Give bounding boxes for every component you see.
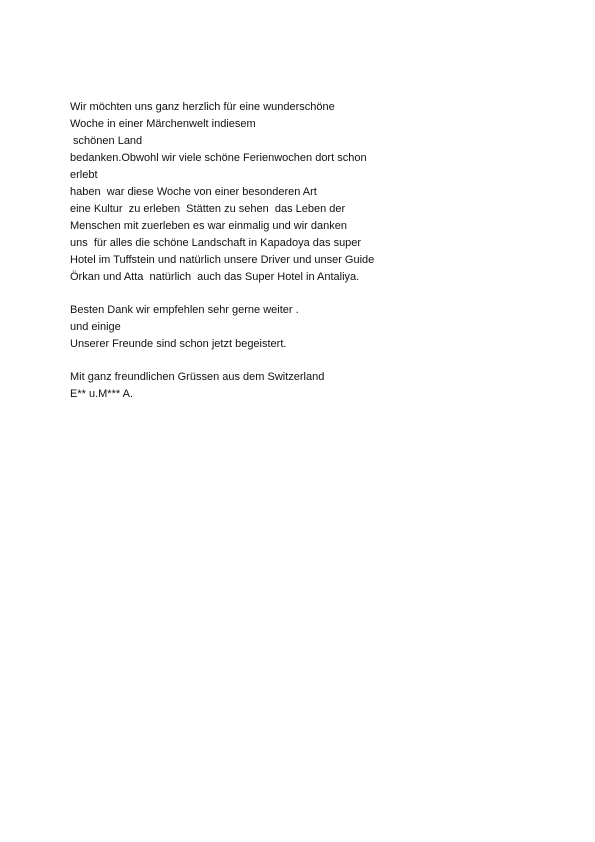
text-line: bedanken.Obwohl wir viele schöne Ferienwochen dort schon (70, 152, 367, 164)
text-line: Wir möchten uns ganz herzlich für eine wunderschöne (70, 101, 335, 113)
text-line: Örkan und Atta natürlich auch das Super Hotel in Antaliya. (70, 271, 360, 283)
letter-body (70, 99, 550, 403)
closing-signature (70, 369, 550, 403)
greeting-line: Mit ganz freundlichen Grüssen aus dem Switzerland (70, 371, 325, 383)
text-line: und einige (70, 321, 121, 333)
text-line: erlebt (70, 169, 98, 181)
paragraph-thanks (70, 99, 550, 286)
text-line: haben war diese Woche von einer besonderen Art (70, 186, 317, 198)
paragraph-gap (70, 353, 550, 369)
text-line: Hotel im Tuffstein und natürlich unsere Driver und unser Guide (70, 254, 375, 266)
text-line: Menschen mit zuerleben es war einmalig und wir danken (70, 220, 347, 232)
text-line: uns für alles die schöne Landschaft in Kapadoya das super (70, 237, 362, 249)
text-line: eine Kultur zu erleben Stätten zu sehen das Leben der (70, 203, 346, 215)
signature-line: E** u.M*** A. (70, 388, 133, 400)
text-line: schönen Land (70, 135, 143, 147)
text-line: Besten Dank wir empfehlen sehr gerne weiter . (70, 304, 299, 316)
text-line: Unserer Freunde sind schon jetzt begeistert. (70, 338, 287, 350)
paragraph-recommendation (70, 302, 550, 353)
text-line: Woche in einer Märchenwelt indiesem (70, 118, 256, 130)
paragraph-gap (70, 286, 550, 302)
